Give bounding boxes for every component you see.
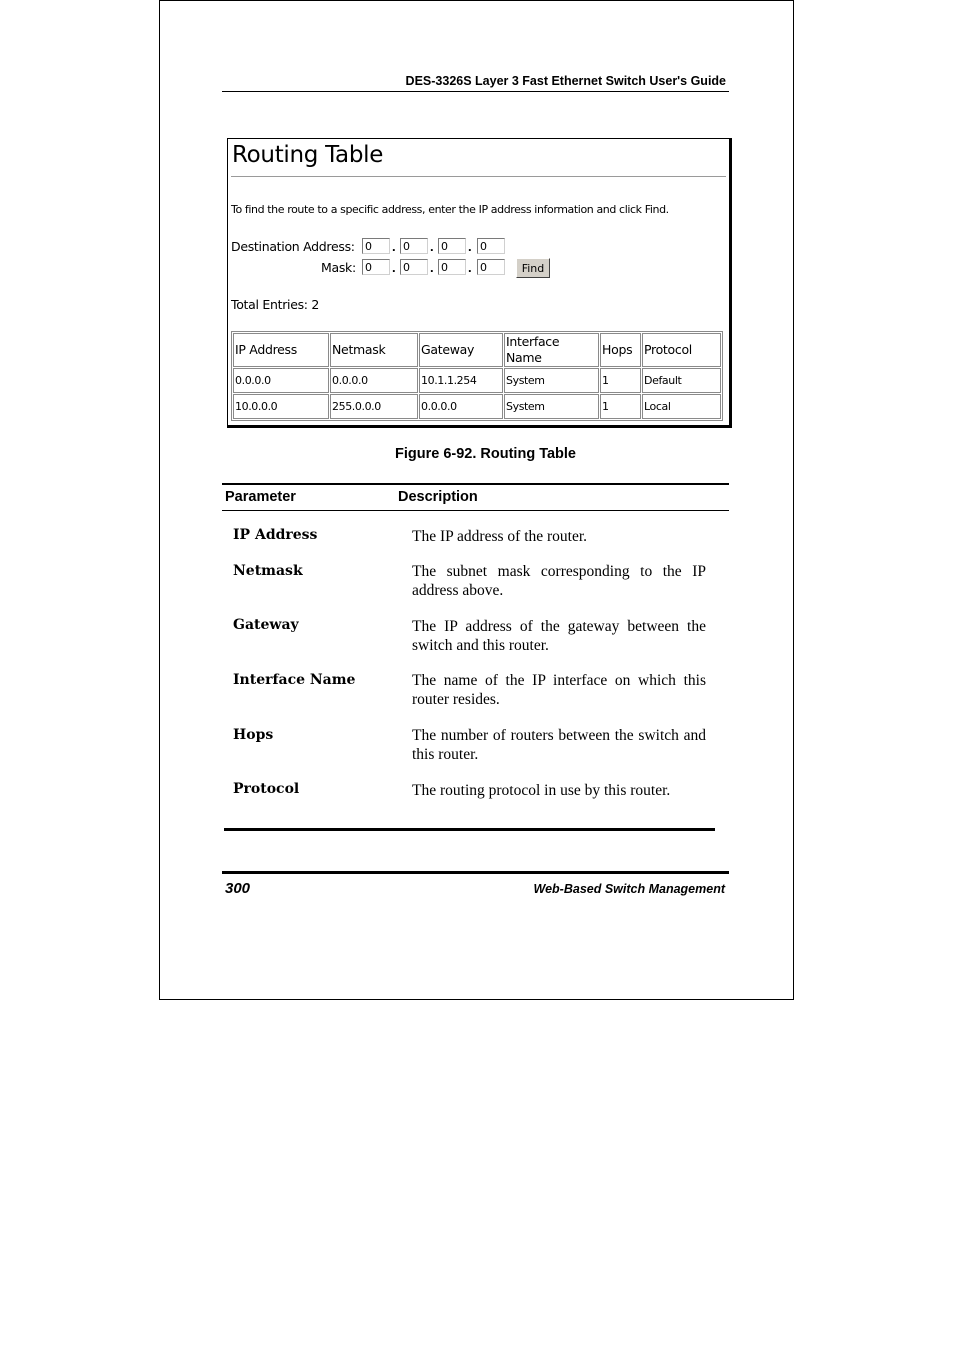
- param-desc-protocol: The routing protocol in use by this router.: [412, 782, 671, 799]
- column-header-netmask: Netmask: [330, 333, 418, 367]
- param-desc-netmask: The subnet mask corresponding to the IP address above.: [412, 563, 706, 599]
- description-column-header: Description: [398, 489, 478, 505]
- figure-caption: Figure 6-92. Routing Table: [395, 446, 576, 462]
- column-header-hops: Hops: [600, 333, 641, 367]
- destination-octet-3[interactable]: [438, 238, 466, 254]
- parameter-column-header: Parameter: [225, 489, 296, 505]
- mask-octet-4[interactable]: [477, 259, 505, 275]
- param-desc-hops: The number of routers between the switch and this router.: [412, 727, 706, 763]
- param-name-hops: Hops: [233, 727, 274, 743]
- header-title: DES-3326S Layer 3 Fast Ethernet Switch User's Guide: [405, 74, 726, 88]
- param-name-ip-address: IP Address: [233, 527, 318, 543]
- param-name-interface-name: Interface Name: [233, 672, 356, 688]
- octet-separator: .: [430, 260, 434, 275]
- mask-octet-1[interactable]: [362, 259, 390, 275]
- find-button[interactable]: Find: [516, 258, 550, 278]
- mask-octet-2[interactable]: [400, 259, 428, 275]
- param-desc-gateway: The IP address of the gateway between the switch and this router.: [412, 618, 706, 654]
- header-rule: [222, 91, 729, 92]
- octet-separator: .: [468, 260, 472, 275]
- param-name-gateway: Gateway: [233, 617, 299, 633]
- total-entries: Total Entries: 2: [231, 297, 320, 312]
- routing-table-screenshot: [227, 138, 732, 428]
- footer-rule: [222, 871, 729, 874]
- column-header-gateway: Gateway: [419, 333, 503, 367]
- page-number: 300: [225, 880, 251, 897]
- table-row: [233, 394, 721, 419]
- table-cell: 0.0.0.0: [330, 368, 418, 393]
- figure-instructions: To find the route to a specific address, enter the IP address information and click Find.: [231, 203, 669, 216]
- table-cell: 1: [600, 394, 641, 419]
- octet-separator: .: [392, 239, 396, 254]
- parameter-table-bottom-rule: [224, 828, 715, 831]
- footer-title: Web-Based Switch Management: [533, 882, 725, 896]
- figure-title: Routing Table: [232, 142, 384, 168]
- param-desc-ip-address: The IP address of the router.: [412, 528, 588, 545]
- parameter-table-top-rule: [222, 483, 729, 485]
- octet-separator: .: [392, 260, 396, 275]
- routing-table: [231, 331, 723, 421]
- table-cell: System: [504, 368, 599, 393]
- table-cell: 1: [600, 368, 641, 393]
- mask-octet-3[interactable]: [438, 259, 466, 275]
- column-header-ip-address: IP Address: [233, 333, 329, 367]
- table-header-row: [233, 333, 721, 367]
- octet-separator: .: [430, 239, 434, 254]
- destination-address-label: Destination Address:: [231, 239, 355, 254]
- param-desc-interface-name: The name of the IP interface on which this router resides.: [412, 672, 706, 708]
- mask-label: Mask:: [321, 260, 356, 275]
- column-header-interface-name: Interface Name: [504, 333, 599, 367]
- table-cell: 0.0.0.0: [419, 394, 503, 419]
- table-cell: Default: [642, 368, 721, 393]
- destination-octet-2[interactable]: [400, 238, 428, 254]
- table-cell: 10.0.0.0: [233, 394, 329, 419]
- destination-octet-4[interactable]: [477, 238, 505, 254]
- table-cell: 255.0.0.0: [330, 394, 418, 419]
- param-name-netmask: Netmask: [233, 563, 303, 579]
- octet-separator: .: [468, 239, 472, 254]
- table-cell: 0.0.0.0: [233, 368, 329, 393]
- table-cell: 10.1.1.254: [419, 368, 503, 393]
- table-cell: Local: [642, 394, 721, 419]
- parameter-table-header-rule: [222, 510, 729, 511]
- column-header-protocol: Protocol: [642, 333, 721, 367]
- table-cell: System: [504, 394, 599, 419]
- table-row: [233, 368, 721, 393]
- figure-title-rule: [231, 176, 726, 177]
- param-name-protocol: Protocol: [233, 781, 300, 797]
- destination-octet-1[interactable]: [362, 238, 390, 254]
